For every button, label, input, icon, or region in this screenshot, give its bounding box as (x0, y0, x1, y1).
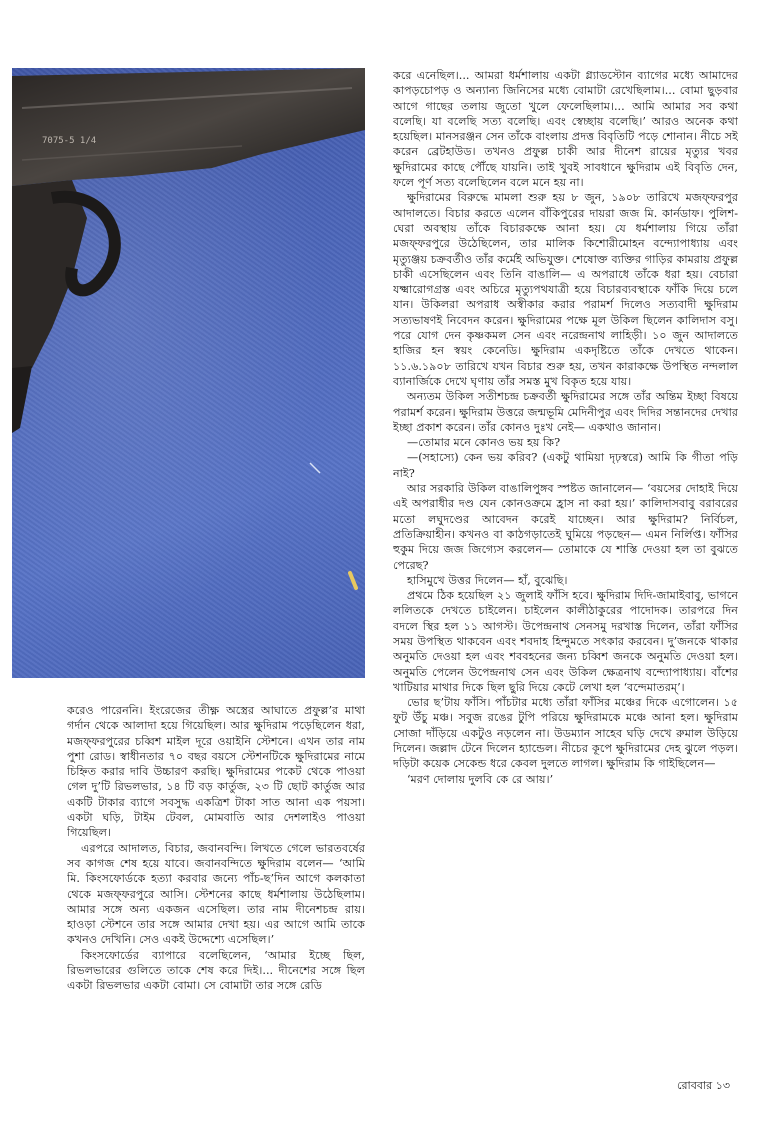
paragraph: ভোর ছ’টায় ফাঁসি। পাঁচটার মধ্যে তাঁরা ফাঁসির মঞ্চের দিকে এগোলেন। ১৫ ফুট উঁচু মঞ্চ। সবুজ রঙের টুপি পরিয়ে ক্ষুদিরামকে মঞ্চে আনা হল। ক্ষুদিরাম সোজা দাঁড়িয়ে একটুও নড়লেন না। উডম্যান সাহেব ঘড়ি দেখে রুমাল উড়িয়ে দিলেন। জল্লাদ টেনে দিলেন হ্যান্ডেল। নীচের কূপে ক্ষুদিরামের দেহ ঝুলে পড়ল। দড়িটা কয়েক সেকেন্ড ধরে কেবল দুলতে লাগল। ক্ষুদিরাম কি গাইছিলেন— (393, 696, 738, 771)
article-photo (12, 68, 365, 678)
revolver-grip (12, 366, 32, 433)
paragraph: অন্যতম উকিল সতীশচন্দ্র চক্রবর্তী ক্ষুদিরামের সঙ্গে তাঁর অন্তিম ইচ্ছা বিষয়ে পরামর্শ করেন। ক্ষুদিরাম উত্তরে জন্মভূমি মেদিনীপুর এবং দিদির সন্তানদের দেখার ইচ্ছা প্রকাশ করেন। তাঁর কোনও দুঃখ নেই— একথাও জানান। (393, 390, 738, 434)
song-quote: ‘মরণ দোলায় দুলবি কে রে আয়।’ (407, 772, 554, 786)
paragraph: প্রথমে ঠিক হয়েছিল ২১ জুলাই ফাঁসি হবে। ক্ষুদিরাম দিদি-জামাইবাবু, ভাগনে ললিতকে দেখতে চাইলেন। চাইলেন কালীঠাকুরের পাদোদক। তারপরে দিন বদলে স্থির হল ১১ আগস্ট। উপেন্দ্রনাথ সেনসমু দরখাস্ত দিলেন, তাঁরা ফাঁসির সময় উপস্থিত থাকবেন এবং শবদাহ হিন্দুমতে সৎকার করবেন। দু’জনকে থাকার অনুমতি দেওয়া হল এবং শববহনের জন্য চব্বিশ জনকে অনুমতি দেওয়া হল। অনুমতি পেলেন উপেন্দ্রনাথ সেন এবং উকিল ক্ষেত্রনাথ বন্দ্যোপাধ্যায়। বাঁশের খাটিয়ার মাথার দিকে ছিল ছুরি দিয়ে কেটে লেখা হল ‘বন্দেমাতরম্‌’। (393, 589, 738, 694)
paragraph: এরপরে আদালত, বিচার, জবানবন্দি। লিখতে গেলে ভারতবর্ষের সব কাগজ শেষ হয়ে যাবে। জবানবন্দিতে ক্ষুদিরাম বলেন— ‘আমি মি. কিংসফোর্ডকে হত্যা করবার জন্যে পাঁচ-ছ’দিন আগে কলকাতা থেকে মজফ্‌ফরপুরে আসি। স্টেশনের কাছে ধর্মশালায় উঠেছিলাম। আমার সঙ্গে অন্য একজন এসেছিল। তার নাম দীনেশচন্দ্র রায়। হাওড়া স্টেশনে তার সঙ্গে আমার দেখা হয়। এর আগে আমি তাকে কখনও দেখিনি। সেও একই উদ্দেশ্যে এসেছিল।’ (67, 841, 365, 947)
dialogue-line: —তোমার মনে কোনও ভয় হয় কি? (407, 436, 561, 450)
photo-speck (350, 573, 356, 588)
article-left-column (67, 703, 365, 1103)
paragraph: করেও পারেননি। ইংরেজের তীক্ষ্ণ অস্ত্রের আঘাতে প্রফুল্ল’র মাথা গর্দান থেকে আলাদা হয়ে গিয়েছিল। আর ক্ষুদিরাম পড়েছিলেন ধরা, মজফ্‌ফরপুরের চব্বিশ মাইল দূরে ওয়াইনি স্টেশনে। এখন তার নাম পুশা রোড। স্বাধীনতার ৭০ বছর বয়সে স্টেশনটিকে ক্ষুদিরামের নামে চিহ্নিত করার দাবি উচ্চারণ করছি। ক্ষুদিরামের পকেট থেকে পাওয়া গেল দু’টি রিভলভার, ১৪ টি বড় কার্তুজ, ২৩ টি ছোট কার্তুজ আর একটি টাকার ব্যাগে সবসুদ্ধ একত্রিশ টাকা সাত আনা এক পয়সা। একটা ঘড়ি, টাইম টেবল, মোমবাতি আর দেশলাইও পাওয়া গিয়েছিল। (67, 704, 365, 840)
revolver-barrel (12, 68, 365, 186)
paragraph: হাসিমুখে উত্তর দিলেন— হাঁ, বুঝেছি। (407, 573, 568, 587)
dialogue-line: —(সহাস্যে) কেন ভয় করিব? (একটু থামিয়া দৃঢ়স্বরে) আমি কি গীতা পড়ি নাই? (393, 451, 738, 480)
paragraph: কিংসফোর্ডের ব্যাপারে বলেছিলেন, ‘আমার ইচ্ছে ছিল, রিভলভারের গুলিতে তাকে শেষ করে দিই।... দীনেশের সঙ্গে ছিল একটা রিভলভার একটা বোমা। সে বোমাটা তার সঙ্গে রেডি (67, 948, 365, 993)
photo-label: 7075-5 1/4 (42, 136, 97, 146)
page-footer: রোববার ১৩ (677, 1079, 730, 1092)
photo-speck (310, 463, 320, 473)
paragraph: করে এনেছিল।... আমরা ধর্মশালায় একটা গ্ল্যাডস্টোন ব্যাগের মধ্যে আমাদের কাপড়চোপড় ও অন্যান্য জিনিসের মধ্যে বোমাটা রেখেছিলাম।... বোমা ছুড়বার আগে গাছের তলায় জুতো খুলে ফেলেছিলাম।... আমি আমার সব কথা বলেছি। যা বলেছি সত্য বলেছি। এবং স্বেচ্ছায় বলেছি।’ আরও অনেক কথা হয়েছিল। মানসরঞ্জন সেন তাঁকে বাংলায় প্রদত্ত বিবৃতিটি পড়ে শোনান। নীচে সই করেন ব্রেটহাউড। তখনও প্রফুল্ল চাকী আর দীনেশ রায়ের মৃত্যুর খবর ক্ষুদিরামের কাছে পৌঁছে যায়নি। তাই খুবই সাবধানে ক্ষুদিরাম এই বিবৃতি দেন, ফলে পূর্ণ সত্য বলেছিলেন বলে মনে হয় না। (393, 69, 738, 190)
paragraph: আর সরকারি উকিল বাঙালিপুঙ্গব স্পষ্টত জানালেন— ‘বয়সের দোহাই দিয়ে এই অপরাধীর দণ্ড যেন কোনওক্রমে হ্রাস না করা হয়।’ কালিদাসবাবু বরাবরের মতো লঘুদণ্ডের আবেদন করেই যাচ্ছেন। আর ক্ষুদিরাম? নির্বিচল, প্রতিক্রিয়াহীন। কখনও বা কাঠগড়াতেই ঘুমিয়ে পড়ছেন— এমন নির্লিপ্ত। ফাঁসির হুকুম দিয়ে জজ জিগ্যেস করলেন— তোমাকে যে শাস্তি দেওয়া হল তা বুঝতে পেরেছ? (393, 482, 738, 572)
revolver-photo-illustration (12, 68, 365, 678)
article-right-column (393, 68, 738, 1073)
paragraph: ক্ষুদিরামের বিরুদ্ধে মামলা শুরু হয় ৮ জুন, ১৯০৮ তারিখে মজফ্‌ফরপুর আদালতে। বিচার করতে এলেন বাঁকিপুরের দায়রা জজ মি. কার্নডাফ। পুলিশ-ঘেরা অবস্থায় তাঁকে বিচারকক্ষে আনা হয়। যে ধর্মশালায় গিয়ে তাঁরা মজফ্‌ফরপুরে উঠেছিলেন, তার মালিক কিশোরীমোহন বন্দ্যোপাধ্যায় এবং মৃত্যুঞ্জয় চক্রবর্তীও তাঁর কর্মেই অভিযুক্ত। শেষোক্ত ব্যক্তির গাড়ির কামরায় প্রফুল্ল চাকী এসেছিলেন এবং তিনি বাঙালি— এ অপরাধে তাঁকে ধরা হয়। বেচারা যক্ষ্মারোগগ্রস্ত এবং অচিরে মৃত্যুপথযাত্রী হয়ে বিচারব্যবস্থাকে ফাঁকি দিয়ে চলে যান। উকিলরা অপরাধ অস্বীকার করার পরামর্শ দিলেও সত্যবাদী ক্ষুদিরাম সত্যভাষণই নিবেদন করেন। ক্ষুদিরামের পক্ষে মূল উকিল ছিলেন কালিদাস বসু। পরে যোগ দেন কৃষ্ণকমল সেন এবং নরেন্দ্রনাথ লাহিড়ী। ১০ জুন আদালতে হাজির হন স্বয়ং কেনেডি। ক্ষুদিরাম একদৃষ্টিতে তাঁকে দেখতে থাকেন। ১১.৬.১৯০৮ তারিখে যখন বিচার শুরু হয়, তখন কারাকক্ষে উপস্থিত নন্দলাল ব্যানার্জিকে দেখে ঘৃণায় তাঁর সমস্ত মুখ বিকৃত হয়ে যায়। (393, 191, 738, 388)
